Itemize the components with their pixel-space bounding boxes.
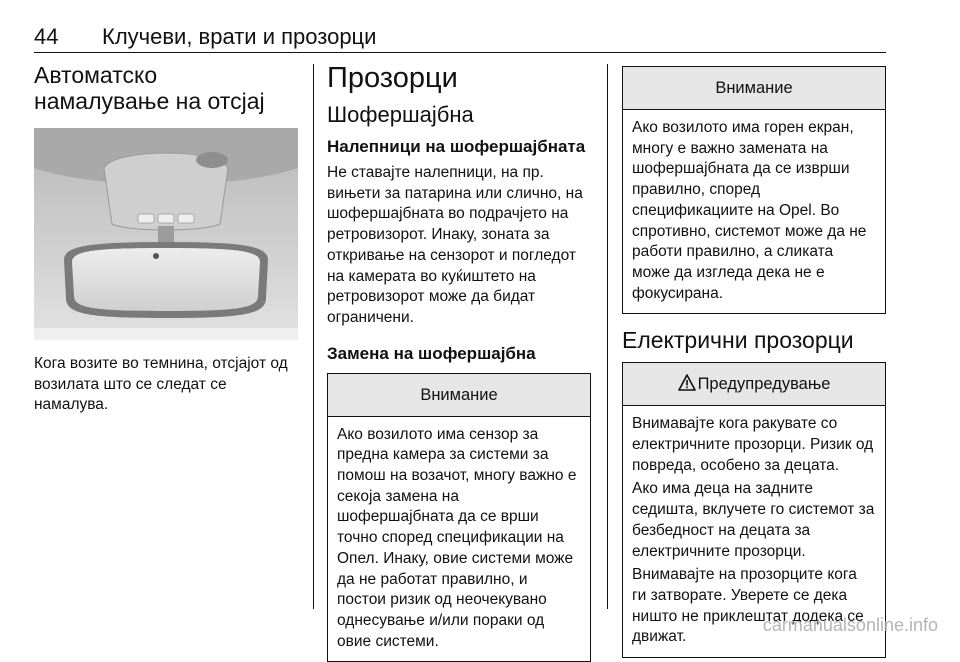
rearview-mirror-illustration — [34, 128, 298, 340]
warning-title: Предупредување — [697, 375, 831, 394]
warning-box — [622, 362, 886, 658]
page-header — [34, 22, 886, 53]
column-middle — [327, 62, 591, 662]
column-right — [622, 62, 886, 658]
warning-paragraph: Внимавајте кога ракувате со електричните прозорци. Ризик од повреда, особено за децата. — [632, 415, 874, 474]
notice-box — [622, 66, 886, 314]
section-heading: Електрични прозорци — [622, 327, 854, 354]
column-left — [34, 62, 298, 416]
notice-text: Ако возилото има сензор за предна камера за системи за помош на возачот, многу важно е секоја замена на шофершајбната да се врши точно според спецификации на Опел. Инаку, овие системи може да не работат правилно, и постои ризик од неочекувано однесување и/или пораки од овие системи. — [337, 425, 577, 650]
notice-title: Внимание — [623, 67, 885, 110]
notice-title: Внимание — [328, 374, 590, 417]
column-divider — [607, 64, 608, 609]
warning-paragraph: Ако има деца на задните седишта, вклучете го системот за безбедност на децата за електричните прозорци. — [632, 480, 875, 560]
warning-triangle-icon — [678, 365, 696, 407]
subsection-heading: Шофершајбна — [327, 102, 474, 127]
warning-header — [623, 363, 885, 406]
watermark-text: carmanualsonline.info — [762, 615, 938, 635]
body-paragraph: Не ставајте налепници, на пр. вињети за патарина или слично, на шофершајбната во подрачјето на ретровизорот. Инаку, зоната за откривање на сензорот и погледот на камерата во куќиштето на ретровизорот може да бидат ограничени. — [327, 164, 583, 326]
mirror-caption: Кога возите во темнина, отсјајот од возилата што се следат се намалува. — [34, 355, 288, 414]
topic-heading: Замена на шофершајбна — [327, 343, 536, 363]
topic-heading: Налепници на шофершајбната — [327, 137, 586, 156]
section-heading: Автоматско намалување на отсјај — [34, 62, 265, 114]
section-heading: Прозорци — [327, 62, 458, 94]
notice-text: Ако возилото има горен екран, многу е важно замената на шофершајбната да се изврши правилно, според спецификациите на Opel. Во спротивно, системот може да не работи правилно, а сликата може да изгледа дека не е фокусирана. — [632, 119, 867, 302]
page-number: 44 — [34, 24, 59, 49]
rearview-mirror-photo — [34, 128, 298, 340]
column-divider — [313, 64, 314, 609]
notice-box — [327, 373, 591, 662]
warning-paragraph: Внимавајте на прозорците кога ги затворате. Уверете се дека ништо не приклештат додека се движат. — [632, 566, 864, 646]
running-title: Клучеви, врати и прозорци — [102, 24, 377, 49]
